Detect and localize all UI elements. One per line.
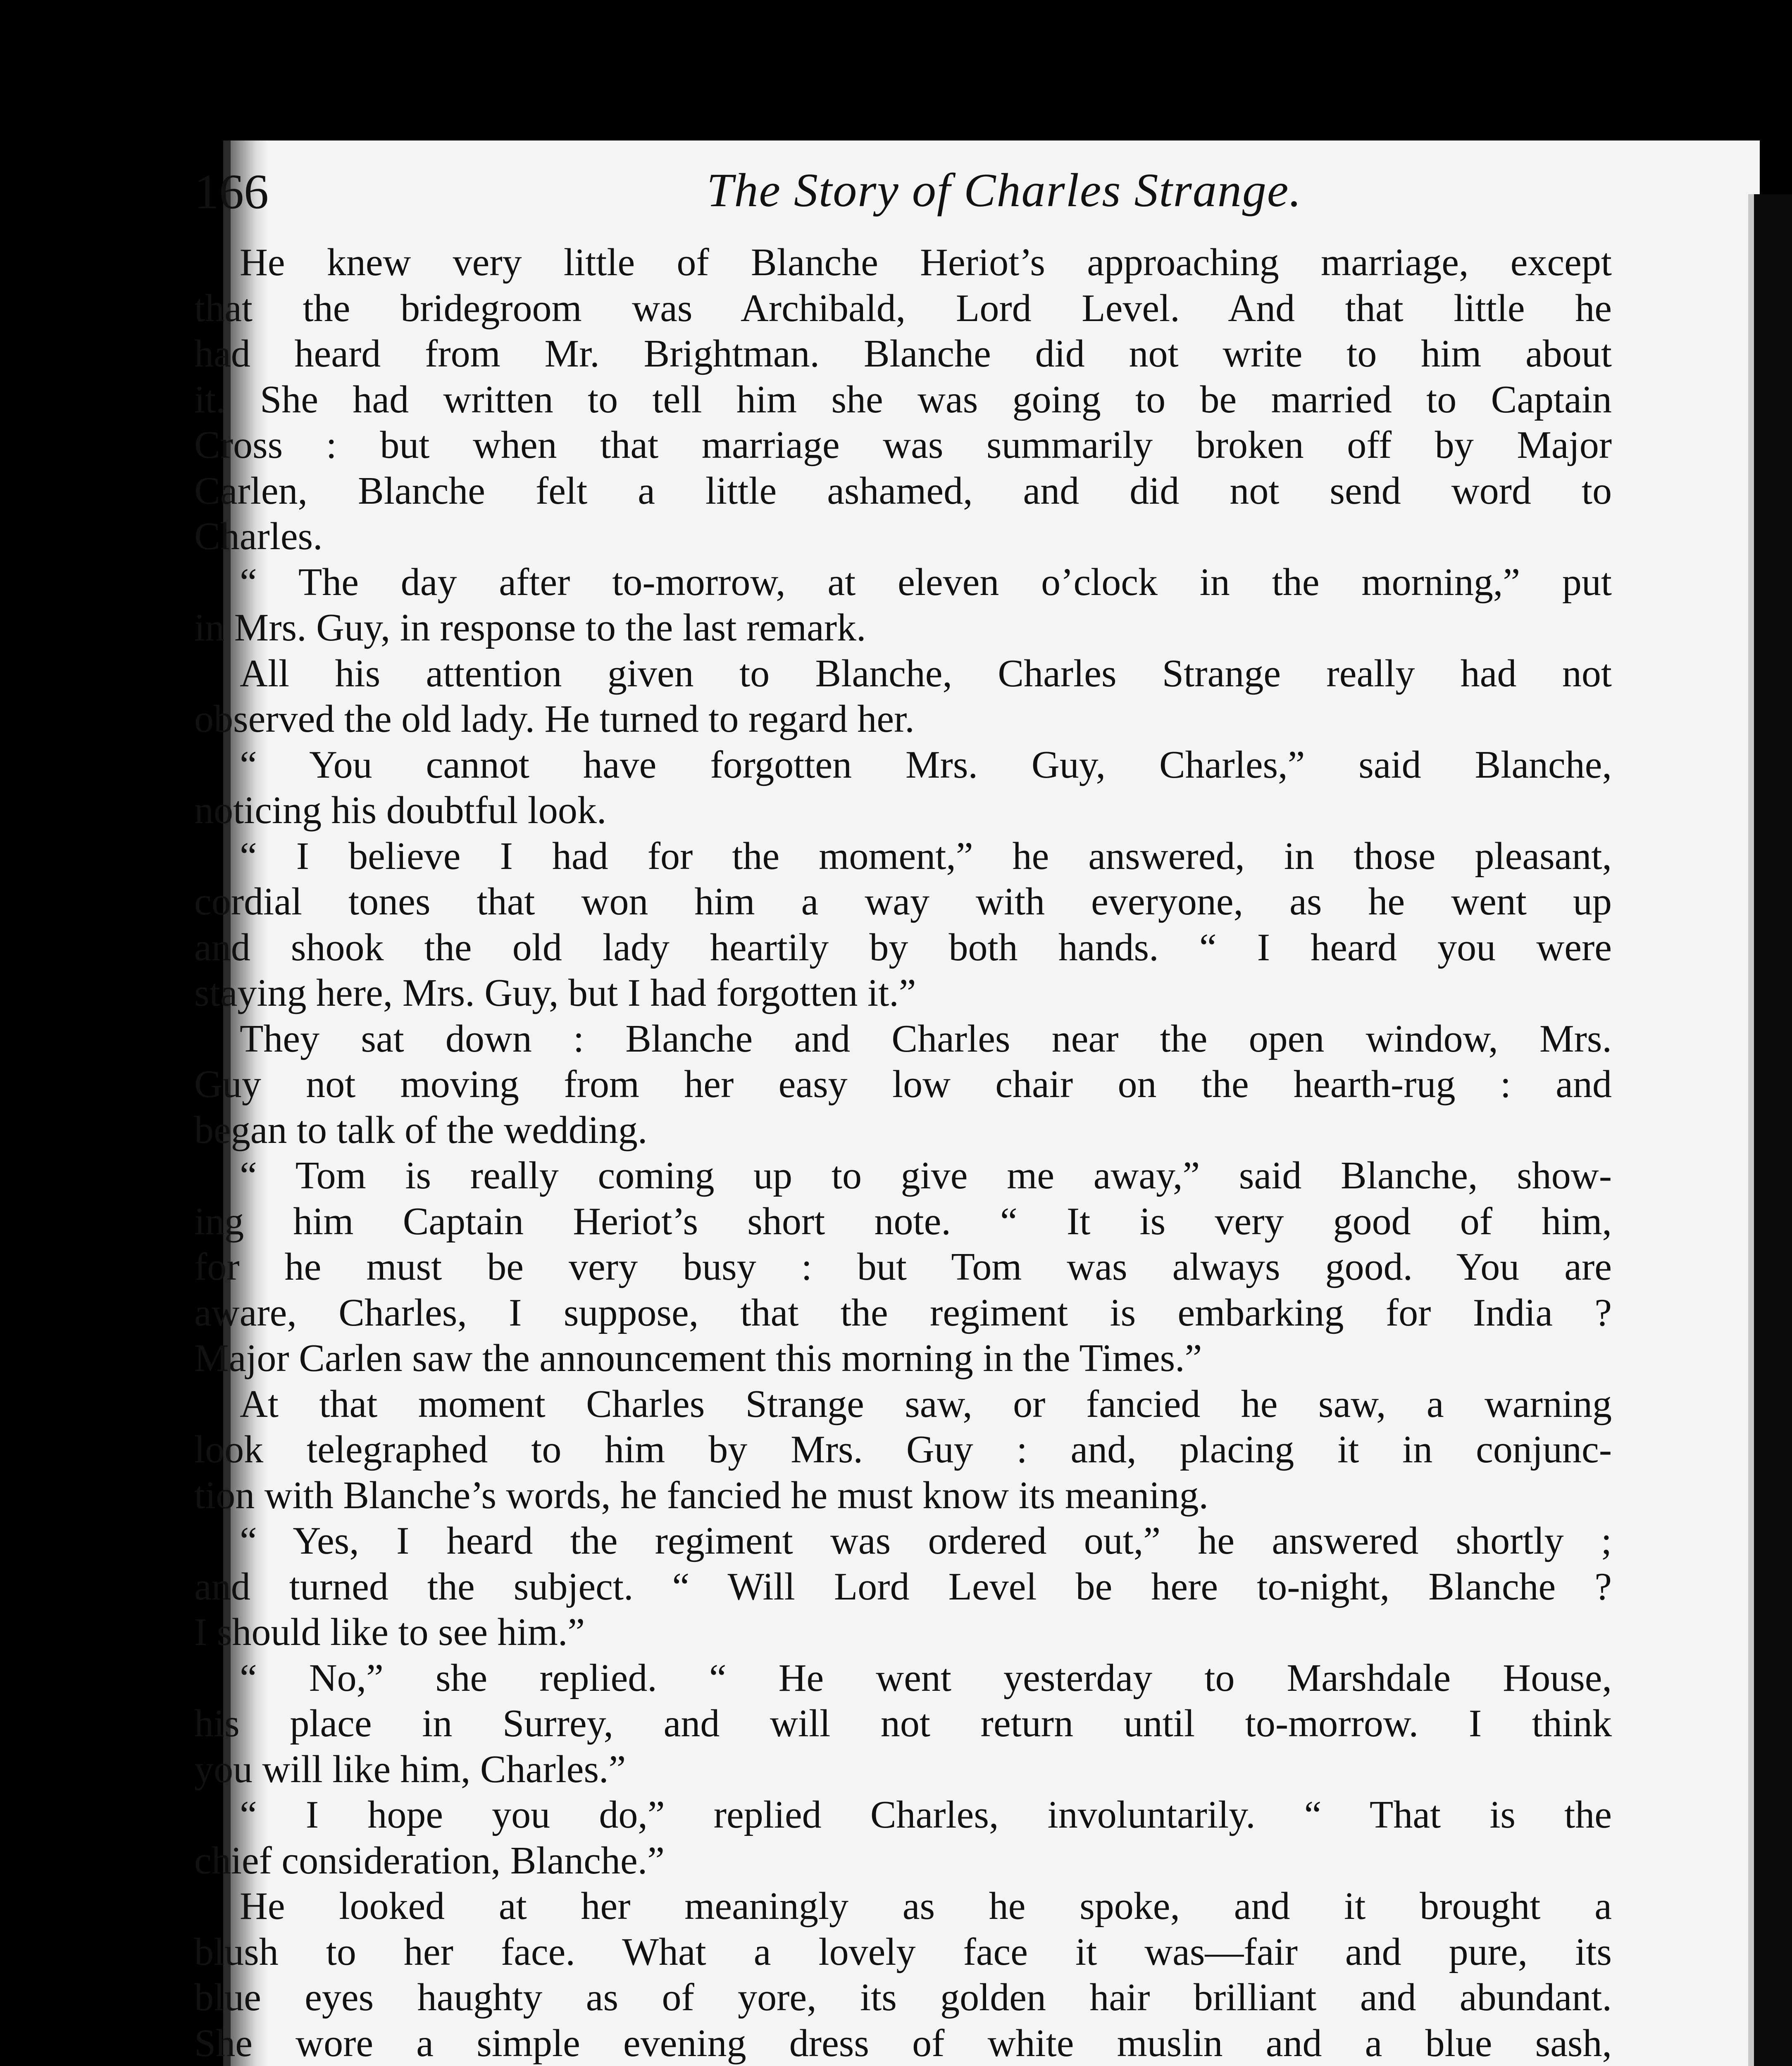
text-line: that the bridegroom was Archibald, Lord Level. And that little he bbox=[194, 286, 1612, 330]
text-line: and turned the subject. “ Will Lord Level be here to-night, Blanche ? bbox=[194, 1565, 1612, 1608]
text-line: his place in Surrey, and will not return until to-morrow. I think bbox=[194, 1702, 1612, 1745]
text-line: you will like him, Charles.” bbox=[194, 1747, 626, 1791]
text-line: in Mrs. Guy, in response to the last remark. bbox=[194, 606, 866, 649]
text-line: “ I believe I had for the moment,” he answered, in those pleasant, bbox=[240, 834, 1612, 878]
text-line: had heard from Mr. Brightman. Blanche did not write to him about bbox=[194, 332, 1612, 375]
text-line: blue eyes haughty as of yore, its golden hair brilliant and abundant. bbox=[194, 1976, 1612, 2019]
text-line: tion with Blanche’s words, he fancied he must know its meaning. bbox=[194, 1473, 1209, 1517]
text-line: Cross : but when that marriage was summarily broken off by Major bbox=[194, 424, 1612, 467]
text-line: chief consideration, Blanche.” bbox=[194, 1839, 665, 1882]
text-line: for he must be very busy : but Tom was always good. You are bbox=[194, 1245, 1612, 1288]
text-line: “ You cannot have forgotten Mrs. Guy, Charles,” said Blanche, bbox=[240, 743, 1612, 786]
text-line: Guy not moving from her easy low chair on the hearth-rug : and bbox=[194, 1063, 1612, 1106]
text-line: noticing his doubtful look. bbox=[194, 789, 607, 832]
text-line: “ Yes, I heard the regiment was ordered out,” he answered shortly ; bbox=[240, 1519, 1612, 1562]
text-line: He looked at her meaningly as he spoke, and it brought a bbox=[240, 1885, 1612, 1928]
text-line: “ I hope you do,” replied Charles, involuntarily. “ That is the bbox=[240, 1793, 1612, 1836]
text-line: aware, Charles, I suppose, that the regiment is embarking for India ? bbox=[194, 1291, 1612, 1334]
text-line: Major Carlen saw the announcement this morning in the Times.” bbox=[194, 1337, 1202, 1380]
text-line: look telegraphed to him by Mrs. Guy : and, placing it in conjunc- bbox=[194, 1428, 1612, 1471]
text-line: ing him Captain Heriot’s short note. “ It is very good of him, bbox=[194, 1200, 1612, 1243]
text-line: She wore a simple evening dress of white muslin and a blue sash, bbox=[194, 2021, 1612, 2065]
text-line: Carlen, Blanche felt a little ashamed, and did not send word to bbox=[194, 469, 1612, 512]
page-number: 166 bbox=[194, 164, 269, 219]
text-line: At that moment Charles Strange saw, or fancied he saw, a warning bbox=[240, 1382, 1612, 1426]
text-line: cordial tones that won him a way with everyone, as he went up bbox=[194, 880, 1612, 923]
page-header bbox=[194, 163, 1612, 238]
running-title: The Story of Charles Strange. bbox=[707, 164, 1302, 217]
text-line: “ No,” she replied. “ He went yesterday to Marshdale House, bbox=[240, 1656, 1612, 1699]
text-line: “ Tom is really coming up to give me away,” said Blanche, show- bbox=[240, 1154, 1612, 1197]
text-line: staying here, Mrs. Guy, but I had forgotten it.” bbox=[194, 971, 916, 1014]
text-line: began to talk of the wedding. bbox=[194, 1108, 648, 1152]
text-line: All his attention given to Blanche, Charles Strange really had not bbox=[240, 652, 1612, 695]
text-line: I should like to see him.” bbox=[194, 1611, 585, 1654]
text-line: “ The day after to-morrow, at eleven o’clock in the morning,” put bbox=[240, 560, 1612, 604]
text-line: Charles. bbox=[194, 515, 323, 558]
text-line: blush to her face. What a lovely face it was—fair and pure, its bbox=[194, 1930, 1612, 1973]
text-line: He knew very little of Blanche Heriot’s approaching marriage, except bbox=[240, 241, 1612, 284]
facing-page-edge bbox=[1748, 194, 1792, 2066]
text-line: observed the old lady. He turned to regard her. bbox=[194, 697, 915, 740]
text-line: and shook the old lady heartily by both hands. “ I heard you were bbox=[194, 926, 1612, 969]
text-line: it. She had written to tell him she was going to be married to Captain bbox=[194, 378, 1612, 421]
body-text bbox=[194, 240, 1612, 2066]
text-line: They sat down : Blanche and Charles near the open window, Mrs. bbox=[240, 1017, 1612, 1060]
